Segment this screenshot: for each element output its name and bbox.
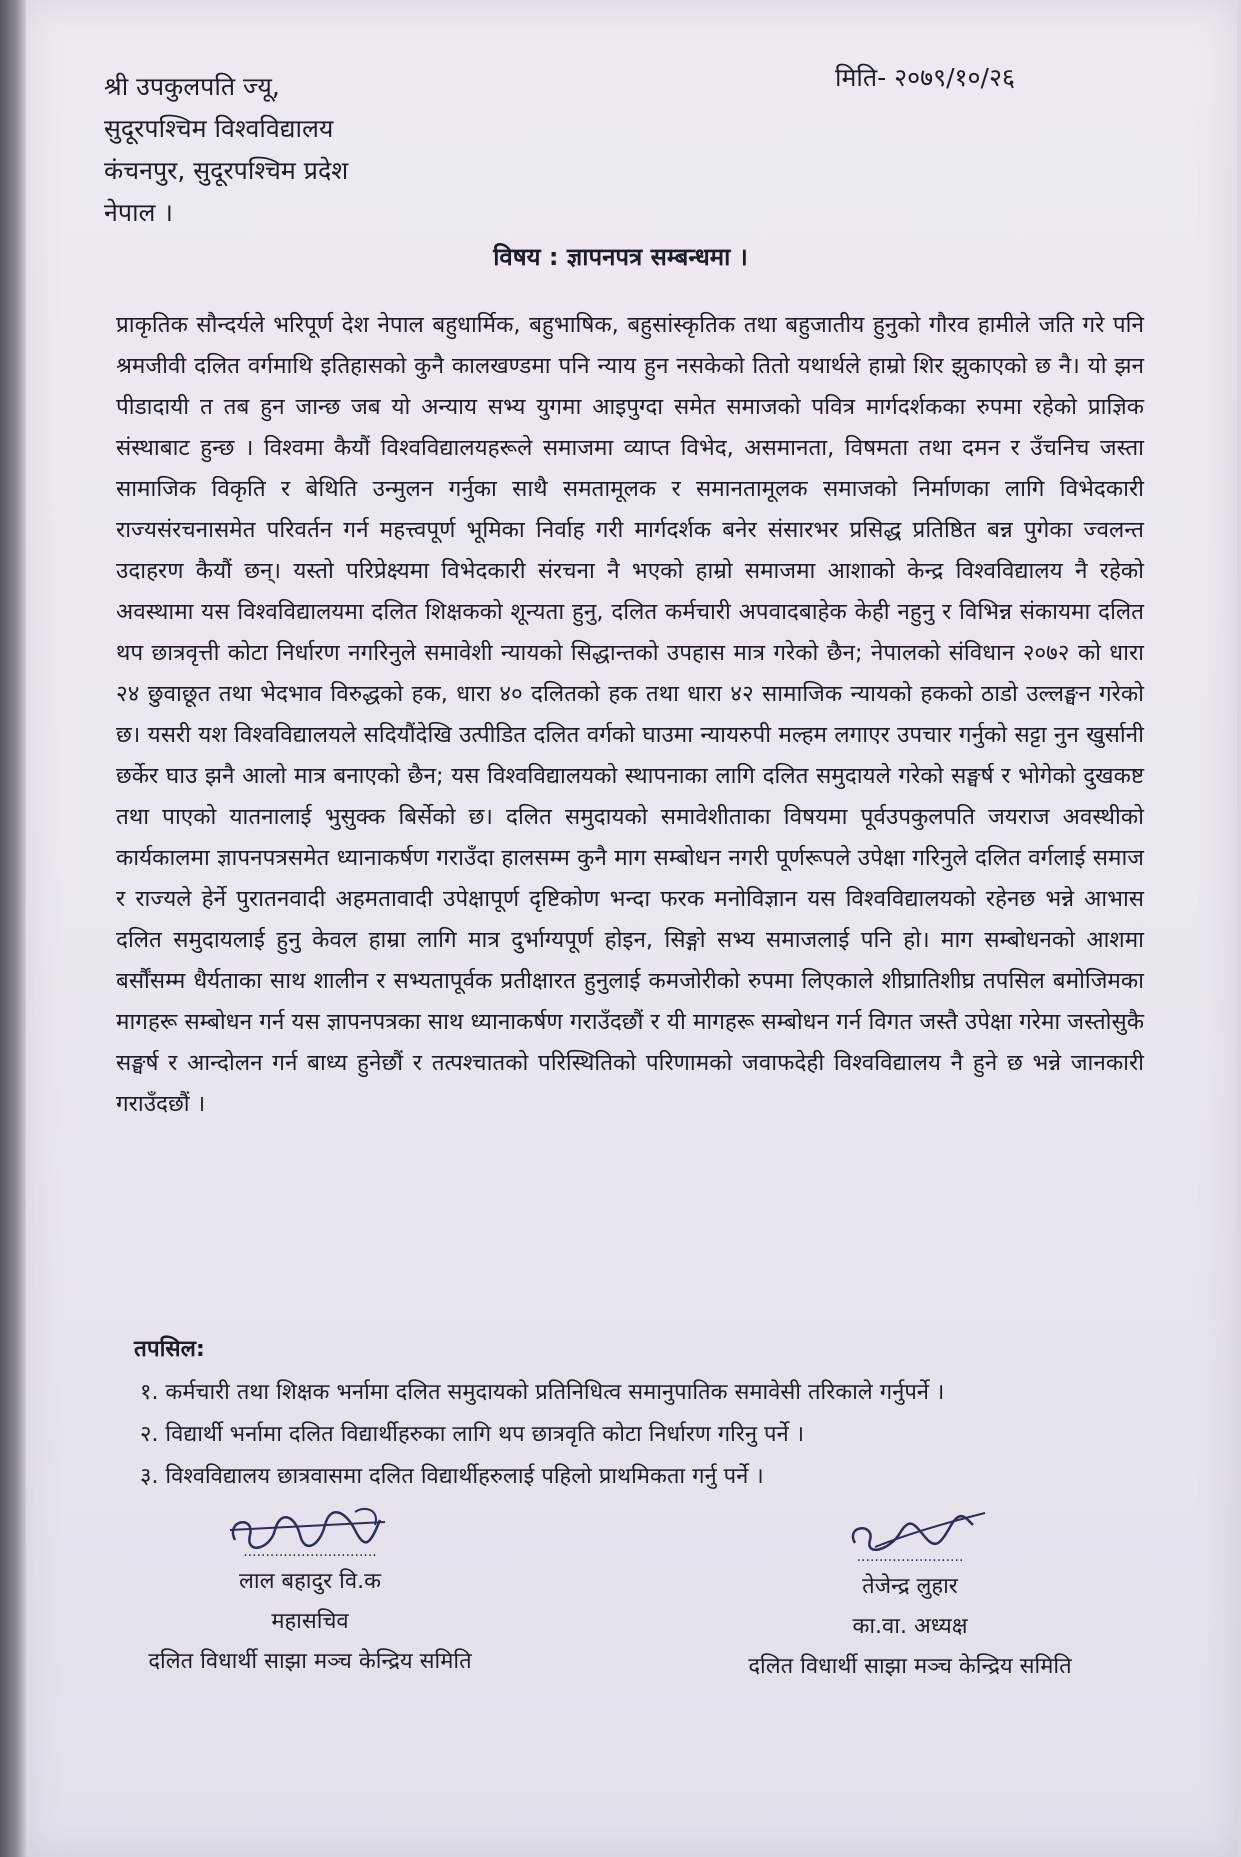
annex-label: तपसिल:	[134, 1336, 205, 1362]
handwritten-signature-left	[215, 1500, 405, 1560]
signatory-name: लाल बहादुर वि.क	[239, 1569, 381, 1594]
demand-item: १. कर्मचारी तथा शिक्षक भर्नामा दलित समुदायको प्रतिनिधित्व समानुपातिक समावेसी तरिकाले गर्नुपर्ने ।	[140, 1380, 945, 1405]
addressee-line: नेपाल ।	[104, 198, 173, 227]
demand-item: ३. विश्वविद्यालय छात्रवासमा दलित विद्यार्थीहरुलाई पहिलो प्राथमिकता गर्नु पर्ने ।	[140, 1464, 764, 1489]
letter-date: मिति- २०७९/१०/२६	[835, 63, 1015, 92]
svg-text:........................: ........................	[856, 1549, 964, 1565]
letter-body: प्राकृतिक सौन्दर्यले भरिपूर्ण देश नेपाल बहुधार्मिक, बहुभाषिक, बहुसांस्कृतिक तथा बहुजातीय हुनुको गौरव हामीले जति गरे पनि श्रमजीवी दलित वर्गमाथि इतिहासको कुनै कालखण्डमा पनि न्याय हुन नसकेको तितो यथार्थले हाम्रो शिर झुकाएको छ नै। यो झन पीडादायी त तब हुन जान्छ जब यो अन्याय सभ्य युगमा आइपुग्दा समेत समाजको पवित्र मार्गदर्शकका रुपमा रहेको प्राज्ञिक संस्थाबाट हुन्छ । विश्वमा कैयौं विश्वविद्यालयहरूले समाजमा व्याप्त विभेद, असमानता, विषमता तथा दमन र उँचनिच जस्ता सामाजिक विकृति र बेथिति उन्मुलन गर्नुका साथै समतामूलक र समानतामूलक समाजको निर्माणका लागि विभेदकारी राज्यसंरचनासमेत परिवर्तन गर्न महत्त्वपूर्ण भूमिका निर्वाह गरी मार्गदर्शक बनेर संसारभर प्रसिद्ध प्रतिष्ठित बन्न पुगेका ज्वलन्त उदाहरण कैयौं छन्। यस्तो परिप्रेक्ष्यमा विभेदकारी संरचना नै भएको हाम्रो समाजमा आशाको केन्द्र विश्वविद्यालय नै रहेको अवस्थामा यस विश्वविद्यालयमा दलित शिक्षकको शून्यता हुनु, दलित कर्मचारी अपवादबाहेक केही नहुनु र विभिन्न संकायमा दलित थप छात्रवृत्ती कोटा निर्धारण नगरिनुले समावेशी न्यायको सिद्धान्तको उपहास मात्र गरेको छैन; नेपालको संविधान २०७२ को धारा २४ छुवाछूत तथा भेदभाव विरुद्धको हक, धारा ४० दलितको हक तथा धारा ४२ सामाजिक न्यायको हकको ठाडो उल्लङ्घन गरेको छ। यसरी यश विश्वविद्यालयले सदियौंदेखि उत्पीडित दलित वर्गको घाउमा न्यायरुपी मल्हम लगाएर उपचार गर्नुको सट्टा नुन खुर्सानी छर्केर घाउ झनै आलो मात्र बनाएको छैन; यस विश्वविद्यालयको स्थापनाका लागि दलित समुदायले गरेको सङ्घर्ष र भोगेको दुखकष्ट तथा पाएको यातनालाई भुसुक्क बिर्सेको छ। दलित समुदायको समावेशीताका विषयमा पूर्वउपकुलपति जयराज अवस्थीको कार्यकालमा ज्ञापनपत्रसमेत ध्यानाकर्षण गराउँदा हालसम्म कुनै माग सम्बोधन नगरी पूर्णरूपले उपेक्षा गरिनुले दलित वर्गलाई समाज र राज्यले हेर्ने पुरातनवादी अहमतावादी उपेक्षापूर्ण दृष्टिकोण भन्दा फरक मनोविज्ञान यस विश्वविद्यालयको रहेनछ भन्ने आभास दलित समुदायलाई हुनु केवल हाम्रा लागि मात्र दुर्भाग्यपूर्ण होइन, सिङ्गो सभ्य समाजलाई पनि हो। माग सम्बोधनको आशमा बर्सौंसम्म धैर्यताका साथ शालीन र सभ्यतापूर्वक प्रतीक्षारत हुनुलाई कमजोरीको रुपमा लिएकाले शीघ्रातिशीघ्र तपसिल बमोजिमका मागहरू सम्बोधन गर्न यस ज्ञापनपत्रका साथ ध्यानाकर्षण गराउँदछौं र यी मागहरू सम्बोधन गर्न विगत जस्तै उपेक्षा गरेमा जस्तोसुकै सङ्घर्ष र आन्दोलन गर्न बाध्य हुनेछौं र तत्पश्चातको परिस्थितिको परिणामको जवाफदेही विश्वविद्यालय नै हुने छ भन्ने जानकारी गराउँदछौं ।	[116, 312, 1144, 1117]
signatory-left	[120, 1500, 500, 1682]
handwritten-signature-right	[815, 1505, 1005, 1565]
demand-item: २. विद्यार्थी भर्नामा दलित विद्यार्थीहरुका लागि थप छात्रवृति कोटा निर्धारण गरिनु पर्ने ।	[140, 1422, 805, 1447]
addressee-line: कंचनपुर, सुदूरपश्चिम प्रदेश	[104, 156, 349, 185]
signatory-title: महासचिव	[271, 1609, 349, 1634]
letter-subject: विषय : ज्ञापनपत्र सम्बन्धमा ।	[493, 243, 748, 271]
signatory-org: दलित विधार्थी साझा मञ्च केन्द्रिय समिति	[748, 1654, 1072, 1679]
signatory-org: दलित विधार्थी साझा मञ्च केन्द्रिय समिति	[148, 1649, 472, 1674]
signatory-name: तेजेन्द्र लुहार	[862, 1574, 958, 1599]
signatory-title: का.वा. अध्यक्ष	[852, 1614, 968, 1639]
svg-text:..............................: ..............................	[243, 1544, 377, 1560]
addressee-line: श्री उपकुलपति ज्यू,	[104, 72, 280, 101]
addressee-line: सुदूरपश्चिम विश्वविद्यालय	[104, 114, 334, 143]
signatory-right	[690, 1505, 1130, 1687]
addressee-block	[104, 66, 348, 234]
demands-list	[140, 1372, 944, 1498]
paper-shadow-edge	[0, 0, 26, 1857]
